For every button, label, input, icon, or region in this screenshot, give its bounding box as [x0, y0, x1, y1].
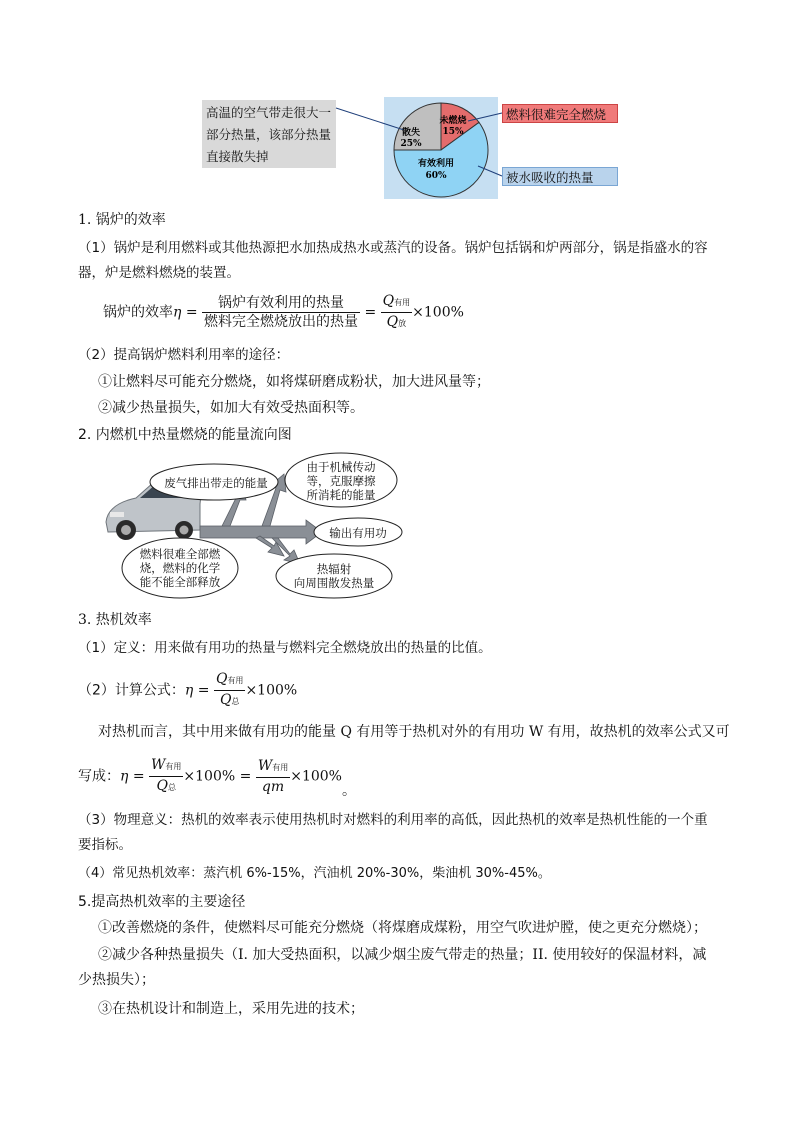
formula-prefix: 写成： — [78, 768, 120, 785]
common-efficiencies: （4）常见热机效率：蒸汽机 6%-15%，汽油机 20%-30%，柴油机 30%-45%。 — [78, 866, 551, 881]
section-5-title: 5.提高热机效率的主要途径 — [78, 894, 246, 910]
w-over-q-fraction — [149, 756, 183, 797]
eta-symbol: η — [173, 304, 182, 321]
slice-percent-useful: 60% — [425, 171, 447, 181]
period: 。 — [341, 782, 356, 799]
w-over-qm-fraction — [256, 757, 290, 796]
heat-engine-formula-2 — [78, 756, 356, 797]
q-fraction — [381, 292, 412, 333]
q-useful: Q — [215, 671, 228, 687]
eta-symbol: η — [120, 768, 129, 785]
heat-engine-para: 对热机而言，其中用来做有用功的能量 Q 有用等于热机对外的有用功 W 有用，故热机的效率公式又可 — [98, 724, 730, 740]
heat-loss-note-line: 部分热量，该部分热量 — [206, 127, 332, 142]
equals-sign: = — [197, 682, 210, 699]
boiler-efficiency-formula — [103, 292, 464, 333]
q-released-sub: 放 — [398, 319, 407, 328]
pointer-line-left — [336, 108, 404, 130]
q-useful: Q — [382, 293, 395, 309]
times-100: ×100% — [183, 768, 236, 785]
label-water-absorbed: 被水吸收的热量 — [502, 167, 618, 186]
bubble-radiation-text: 热辐射 向周围散发热量 — [293, 562, 375, 590]
boiler-improve-item-1: ①让燃料尽可能充分燃烧，如将煤研磨成粉状，加大进风量等； — [98, 374, 490, 390]
improve-item-3: ③在热机设计和制造上，采用先进的技术； — [98, 1001, 364, 1017]
label-unburned-fuel: 燃料很难完全燃烧 — [502, 104, 618, 123]
bubble-friction-text: 由于机械传动 等，克服摩擦 所消耗的能量 — [306, 460, 376, 502]
boiler-definition-cont: 器，炉是燃料燃烧的装置。 — [78, 265, 240, 281]
times-100: ×100% — [290, 768, 342, 785]
boiler-improve-title: （2）提高锅炉燃料利用率的途径： — [78, 347, 290, 363]
physical-meaning-cont: 要指标。 — [78, 837, 132, 853]
boiler-improve-item-2: ②减少热量损失，如加大有效受热面积等。 — [98, 400, 364, 416]
times-100: ×100% — [412, 304, 464, 321]
q-released: Q — [386, 314, 399, 330]
equals-sign: = — [239, 768, 252, 785]
improve-item-2-cont: 少热损失）； — [78, 972, 155, 988]
pie-chart — [0, 0, 794, 220]
q-total-sub: 总 — [231, 697, 240, 706]
slice-percent-lost: 25% — [400, 139, 422, 149]
q-total: Q — [156, 778, 168, 794]
times-100: ×100% — [245, 682, 298, 699]
boiler-fraction — [202, 294, 360, 331]
slice-percent-unburned: 15% — [442, 127, 464, 137]
q-total-sub: 总 — [167, 783, 176, 792]
q-total: Q — [219, 692, 232, 708]
w-useful-sub: 有用 — [272, 763, 289, 772]
heat-loss-note-line: 直接散失掉 — [206, 149, 269, 164]
fraction-numerator: 锅炉有效利用的热量 — [202, 294, 360, 313]
improve-item-1: ①改善燃烧的条件，使燃料尽可能充分燃烧（将煤磨成煤粉，用空气吹进炉膛，使之更充分燃烧）； — [98, 920, 707, 936]
qm: qm — [261, 779, 285, 795]
bubble-unburned-text: 燃料很难全部燃 烧，燃料的化学 能不能全部释放 — [139, 547, 221, 589]
equals-sign: = — [132, 768, 145, 785]
w-useful: W — [257, 758, 273, 774]
slice-label-useful: 有效利用 — [417, 159, 455, 169]
q-useful-sub: 有用 — [394, 298, 411, 307]
slice-label-unburned: 未燃烧 — [439, 116, 467, 126]
w-useful-sub: 有用 — [165, 762, 182, 771]
equals-sign: = — [185, 304, 198, 321]
equals-sign: = — [364, 304, 377, 321]
section-1-title: 1. 锅炉的效率 — [78, 212, 166, 228]
w-useful: W — [151, 757, 166, 773]
bubble-output-text: 输出有用功 — [329, 526, 387, 540]
eta-symbol: η — [184, 682, 194, 699]
physical-meaning: （3）物理意义：热机的效率表示使用热机时对燃料的利用率的高低，因此热机的效率是热机性能的一个重 — [78, 812, 708, 828]
heat-engine-formula — [78, 670, 297, 711]
q-useful-sub: 有用 — [227, 676, 244, 685]
formula-prefix: 锅炉的效率 — [103, 304, 173, 321]
section-3-title: 3. 热机效率 — [78, 612, 152, 628]
heat-loss-note-line: 高温的空气带走很大一 — [206, 105, 332, 120]
formula-prefix: （2）计算公式： — [78, 682, 185, 699]
section-2-title: 2. 内燃机中热量燃烧的能量流向图 — [78, 427, 292, 443]
improve-item-2: ②减少各种热量损失（I. 加大受热面积，以减少烟尘废气带走的热量；II. 使用较好的保温材料，减 — [98, 947, 707, 963]
q-fraction — [214, 670, 245, 711]
boiler-definition: （1）锅炉是利用燃料或其他热源把水加热成热水或蒸汽的设备。锅炉包括锅和炉两部分，锅是指盛水的容 — [78, 240, 708, 256]
slice-label-lost: 散失 — [401, 128, 421, 138]
heat-engine-definition: （1）定义：用来做有用功的热量与燃料完全燃烧放出的热量的比值。 — [78, 640, 492, 656]
fraction-denominator: 燃料完全燃烧放出的热量 — [204, 314, 359, 330]
bubble-exhaust-text: 废气排出带走的能量 — [164, 476, 268, 490]
